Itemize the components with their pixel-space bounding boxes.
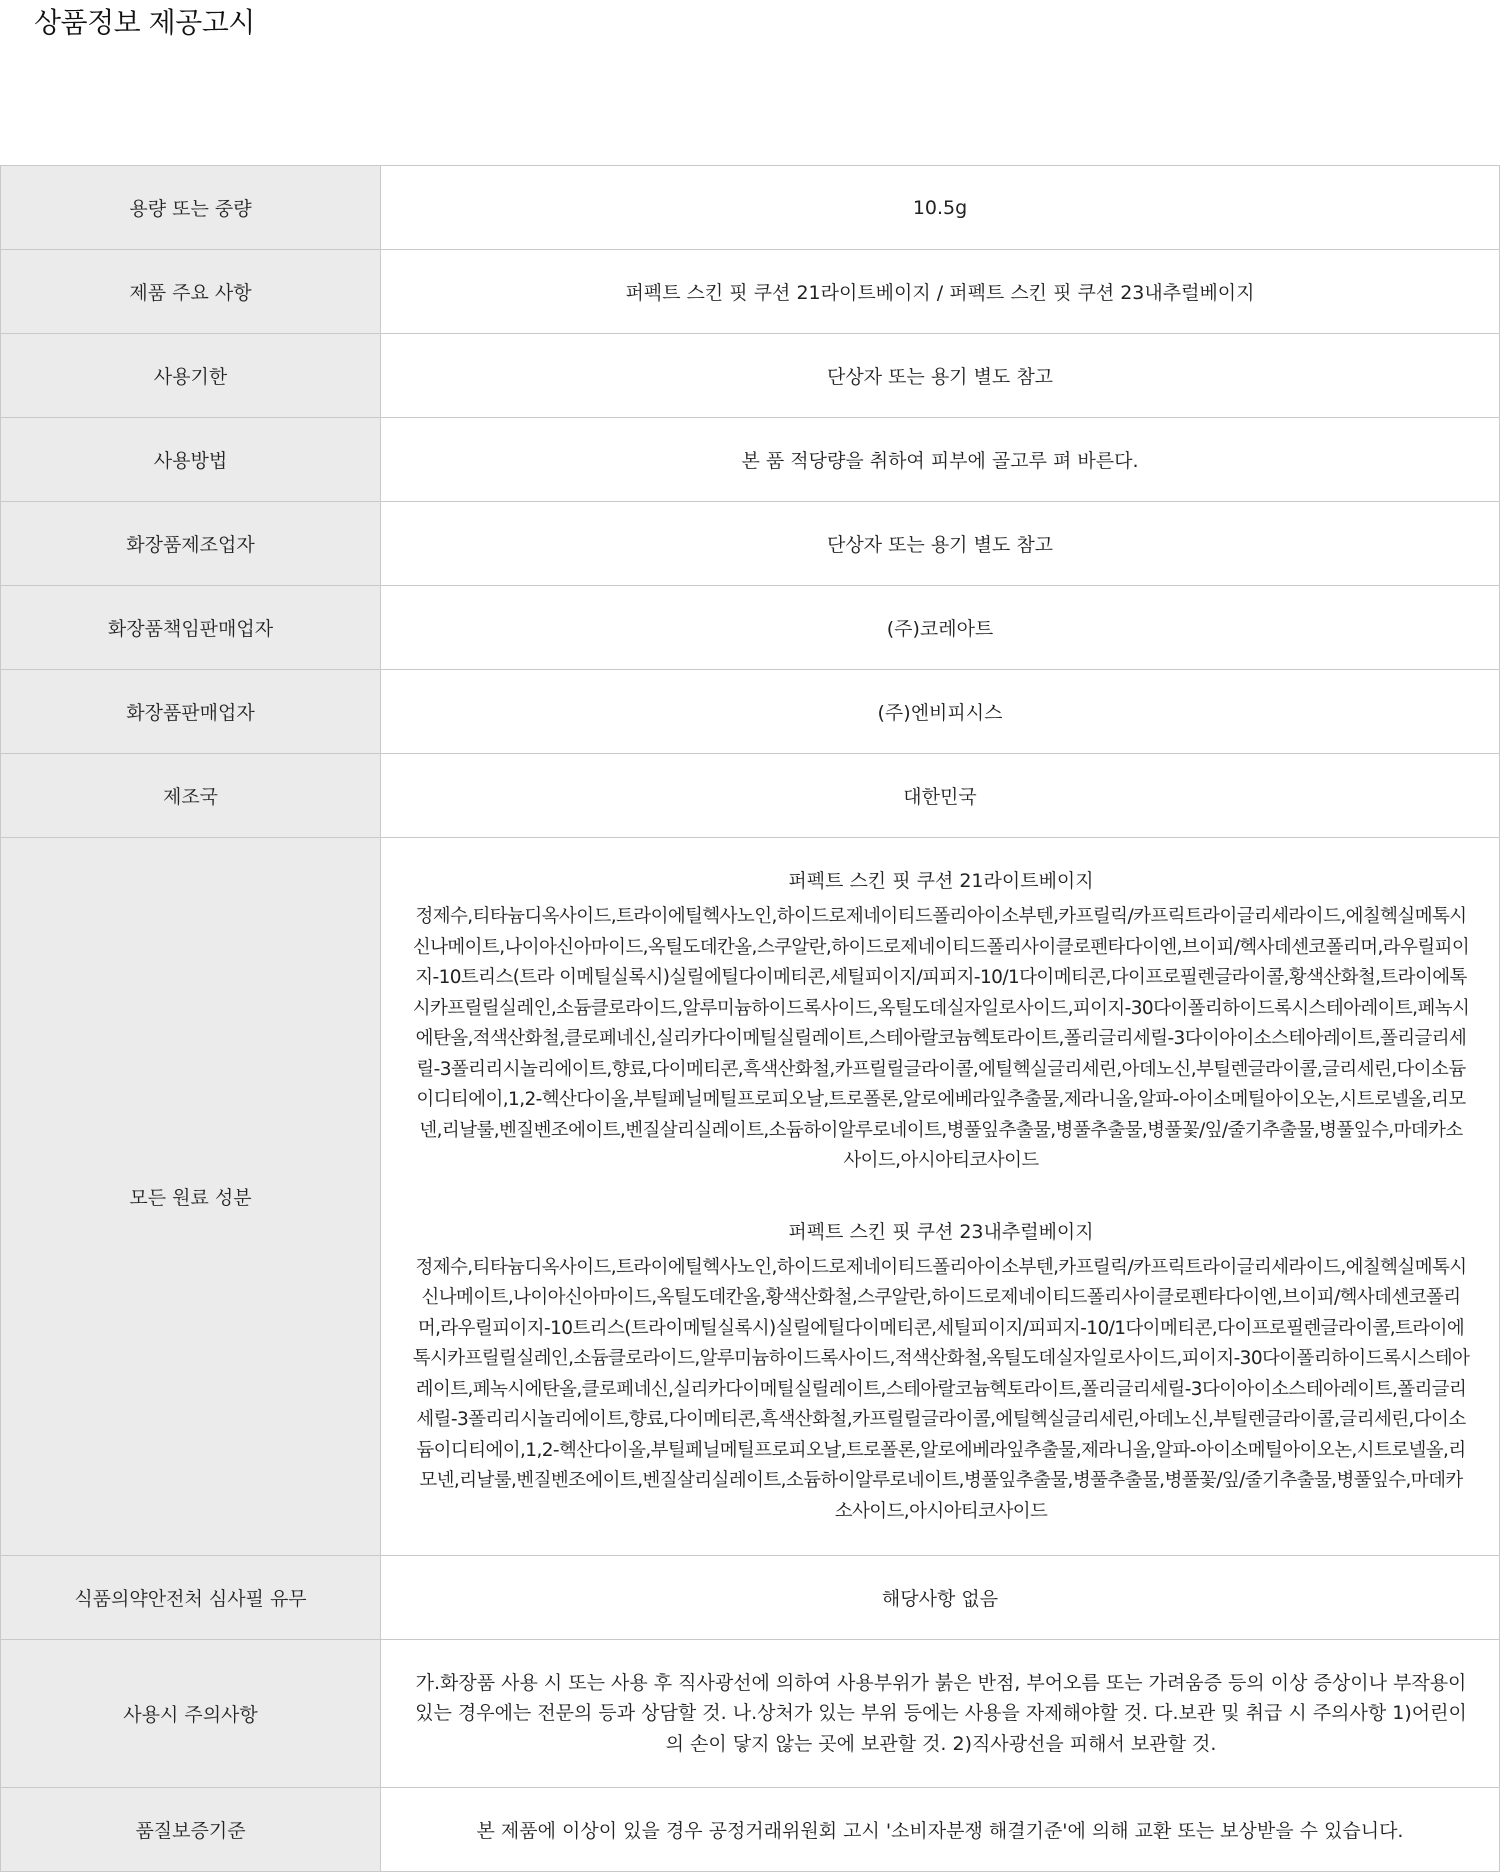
table-row: [1, 1788, 1500, 1872]
row-label: 제조국: [1, 754, 381, 838]
table-row: [1, 1556, 1500, 1640]
row-label: 사용방법: [1, 418, 381, 502]
ingredients-label: 모든 원료 성분: [1, 838, 381, 1556]
row-value: 대한민국: [381, 754, 1500, 838]
row-value: 본 제품에 이상이 있을 경우 공정거래위원회 고시 '소비자분쟁 해결기준'에 의해 교환 또는 보상받을 수 있습니다.: [381, 1788, 1500, 1872]
table-row: [1, 754, 1500, 838]
ingredient-block: [381, 848, 1499, 1177]
row-value: [381, 1640, 1500, 1788]
row-label: 용량 또는 중량: [1, 166, 381, 250]
row-value: (주)코레아트: [381, 586, 1500, 670]
ingredient-product-name: 퍼펙트 스킨 핏 쿠션 23내추럴베이지: [788, 1220, 1094, 1243]
row-value: 단상자 또는 용기 별도 참고: [381, 334, 1500, 418]
page-title: 상품정보 제공고시: [34, 6, 255, 39]
row-value: 본 품 적당량을 취하여 피부에 골고루 펴 바른다.: [381, 418, 1500, 502]
row-label: 식품의약안전처 심사필 유무: [1, 1556, 381, 1640]
caution-text: 가.화장품 사용 시 또는 사용 후 직사광선에 의하여 사용부위가 붉은 반점, 부어오름 또는 가려움증 등의 이상 증상이나 부작용이 있는 경우에는 전문의 등과 상담할 것. 나.상처가 있는 부위 등에는 사용을 자제해야할 것. 다.보관 및 취급 시 주의사항 1)어린이의 손이 닿지 않는 곳에 보관할 것. 2)직사광선을 피해서 보관할 것.: [415, 1671, 1467, 1755]
table-row: [1, 670, 1500, 754]
product-info-table: [0, 165, 1500, 1872]
row-value: 단상자 또는 용기 별도 참고: [381, 502, 1500, 586]
row-value: 퍼펙트 스킨 핏 쿠션 21라이트베이지 / 퍼펙트 스킨 핏 쿠션 23내추럴베이지: [381, 250, 1500, 334]
table-row: [1, 418, 1500, 502]
table-row: [1, 166, 1500, 250]
ingredient-product-name: 퍼펙트 스킨 핏 쿠션 21라이트베이지: [788, 870, 1094, 892]
row-label: 제품 주요 사항: [1, 250, 381, 334]
row-value: (주)엔비피시스: [381, 670, 1500, 754]
table-row: [1, 1640, 1500, 1788]
row-label: 사용기한: [1, 334, 381, 418]
ingredients-value: [381, 838, 1500, 1556]
ingredient-block: [381, 1177, 1499, 1546]
table-row: [1, 586, 1500, 670]
row-value: 해당사항 없음: [381, 1556, 1500, 1640]
row-label: 품질보증기준: [1, 1788, 381, 1872]
table-row: [1, 334, 1500, 418]
row-label: 사용시 주의사항: [1, 1640, 381, 1788]
row-label: 화장품제조업자: [1, 502, 381, 586]
row-label: 화장품판매업자: [1, 670, 381, 754]
table-row: [1, 502, 1500, 586]
row-value: 10.5g: [381, 166, 1500, 250]
ingredient-list: 정제수,티타늄디옥사이드,트라이에틸헥사노인,하이드로제네이티드폴리아이소부텐,카프릴릭/카프릭트라이글리세라이드,에칠헥실메톡시신나메이트,나이아신아마이드,옥틸도데칸올,스쿠알란,하이드로제네이티드폴리사이클로펜타다이엔,브이피/헥사데센코폴리머,라우릴피이지-10트리스(트라 이메틸실록시)실릴에틸다이메티콘,세틸피이지/피피지-10/1다이메티콘,다이프로필렌글라이콜,황색산화철,트라이에톡시카프릴릴실레인,소듐클로라이드,알루미늄하이드록사이드,옥틸도데실자일로사이드,피이지-30다이폴리하이드록시스테아레이트,페녹시에탄올,적색산화철,클로페네신,실리카다이메틸실릴레이트,스테아랄코늄헥토라이트,폴리글리세릴-3다이아이소스테아레이트,폴리글리세릴-3폴리리시놀리에이트,향료,다이메티콘,흑색산화철,카프릴릴글라이콜,에틸헥실글리세린,아데노신,부틸렌글라이콜,글리세린,다이소듐이디티에이,1,2-헥산다이올,부틸페닐메틸프로피오날,트로폴론,알로에베라잎추출물,제라니올,알파-아이소메틸아이오논,시트로넬올,리모넨,리날룰,벤질벤조에이트,벤질살리실레이트,소듐하이알루로네이트,병풀잎추출물,병풀추출물,병풀꽃/잎/줄기추출물,병풀잎수,마데카소사이드,아시아티코사이드: [412, 906, 1470, 1171]
ingredients-row: [1, 838, 1500, 1556]
ingredient-list: 정제수,티타늄디옥사이드,트라이에틸헥사노인,하이드로제네이티드폴리아이소부텐,카프릴릭/카프릭트라이글리세라이드,에칠헥실메톡시신나메이트,나이아신아마이드,옥틸도데칸올,황색산화철,스쿠알란,하이드로제네이티드폴리사이클로펜타다이엔,브이피/헥사데센코폴리머,라우릴피이지-10트리스(트라이메틸실록시)실릴에틸다이메티콘,세틸피이지/피피지-10/1다이메티콘,다이프로필렌글라이콜,트라이에톡시카프릴릴실레인,소듐클로라이드,알루미늄하이드록사이드,적색산화철,옥틸도데실자일로사이드,피이지-30다이폴리하이드록시스테아레이트,페녹시에탄올,클로페네신,실리카다이메틸실릴레이트,스테아랄코늄헥토라이트,폴리글리세릴-3다이아이소스테아레이트,폴리글리세릴-3폴리리시놀리에이트,향료,다이메티콘,흑색산화철,카프릴릴글라이콜,에틸헥실글리세린,아데노신,부틸렌글라이콜,글리세린,다이소듐이디티에이,1,2-헥산다이올,부틸페닐메틸프로피오날,트로폴론,알로에베라잎추출물,제라니올,알파-아이소메틸아이오논,시트로넬올,리모넨,리날룰,벤질벤조에이트,벤질살리실레이트,소듐하이알루로네이트,병풀잎추출물,병풀추출물,병풀꽃/잎/줄기추출물,병풀잎수,마데카소사이드,아시아티코사이드: [412, 1256, 1470, 1522]
table-row: [1, 250, 1500, 334]
row-label: 화장품책임판매업자: [1, 586, 381, 670]
